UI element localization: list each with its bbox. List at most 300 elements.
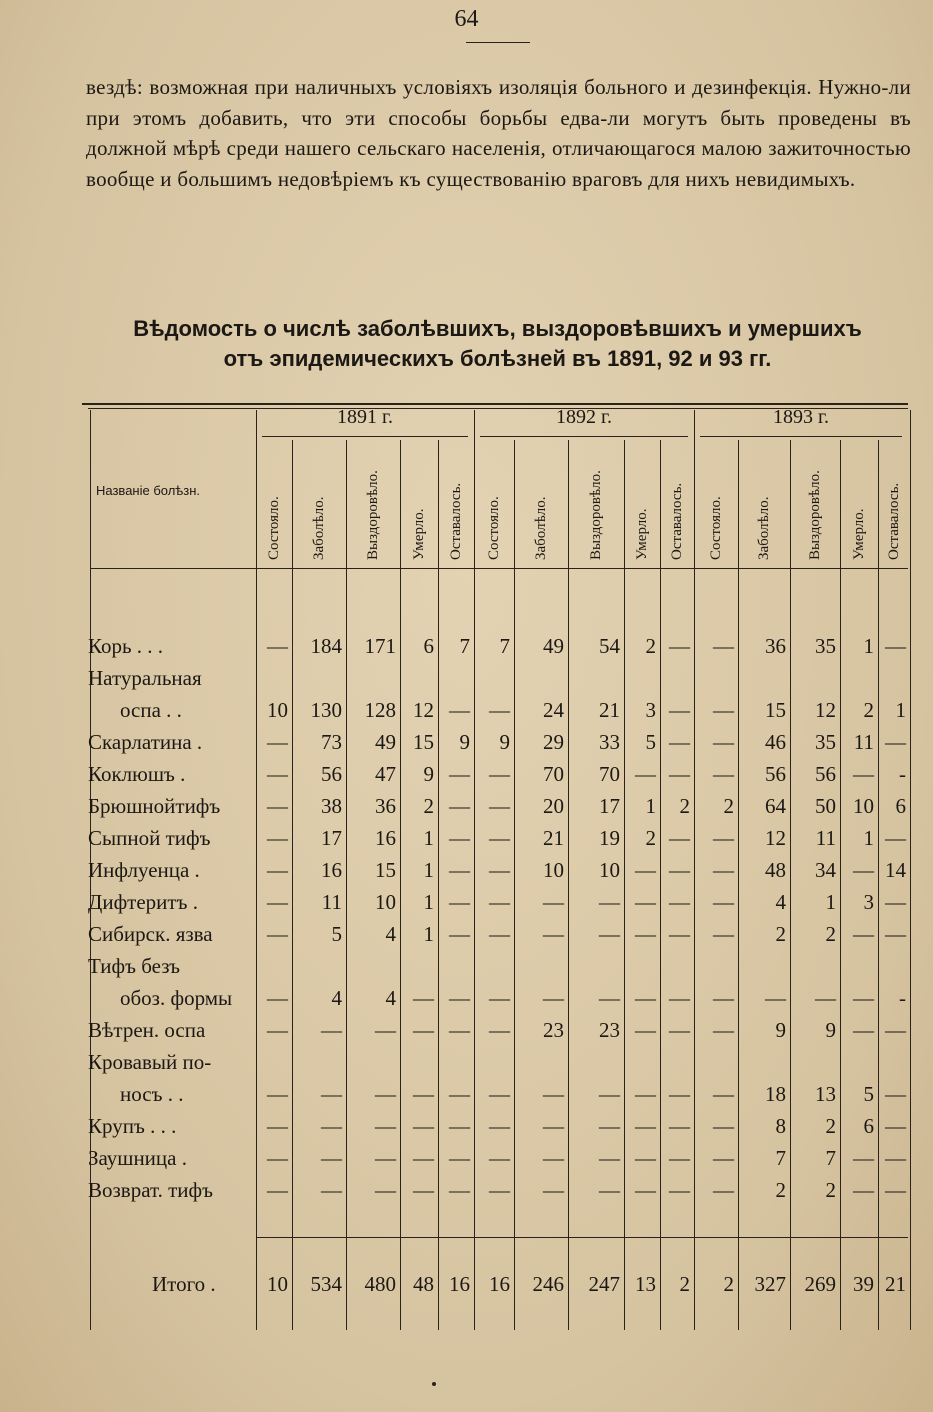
table-cell: —: [267, 730, 288, 754]
table-cell: —: [635, 1146, 656, 1170]
table-cell: —: [885, 1146, 906, 1170]
table-cell: —: [853, 986, 874, 1010]
table-cell: 1: [645, 794, 656, 818]
table-cell: 4: [331, 986, 342, 1010]
table-cell: —: [449, 1018, 470, 1042]
table-cell: —: [543, 1082, 564, 1106]
table-cell: 12: [815, 698, 836, 722]
table-cell: —: [885, 890, 906, 914]
table-cell: 20: [543, 794, 564, 818]
table-cell: 11: [815, 826, 836, 850]
table-cell: —: [853, 858, 874, 882]
column-rule: [514, 440, 515, 1330]
table-cell: —: [669, 986, 690, 1010]
table-cell: —: [489, 986, 510, 1010]
table-cell: —: [489, 1082, 510, 1106]
table-cell: 64: [765, 794, 786, 818]
total-cell: 16: [489, 1272, 510, 1296]
table-cell: 17: [599, 794, 620, 818]
table-cell: 46: [765, 730, 786, 754]
table-cell: —: [321, 1018, 342, 1042]
total-cell: 247: [588, 1272, 620, 1296]
table-cell: 34: [815, 858, 836, 882]
disease-name: Кровавый по-: [88, 1050, 212, 1074]
table-cell: 16: [321, 858, 342, 882]
table-cell: —: [413, 1114, 434, 1138]
table-cell: 10: [599, 858, 620, 882]
table-cell: 17: [321, 826, 342, 850]
table-cell: 11: [321, 890, 342, 914]
table-cell: 184: [310, 634, 342, 658]
table-cell: 7: [825, 1146, 836, 1170]
table-cell: 130: [310, 698, 342, 722]
table-cell: 38: [321, 794, 342, 818]
disease-name: Брюшнойтифъ: [88, 794, 221, 818]
table-cell: —: [267, 794, 288, 818]
table-cell: —: [321, 1082, 342, 1106]
table-cell: —: [449, 698, 470, 722]
table-cell: —: [599, 922, 620, 946]
table-cell: —: [267, 1114, 288, 1138]
table-cell: —: [669, 1114, 690, 1138]
column-header-label: Состояло.: [708, 496, 724, 560]
table-cell: —: [449, 826, 470, 850]
table-cell: 7: [499, 634, 510, 658]
table-cell: 15: [765, 698, 786, 722]
table-cell: 2: [775, 1178, 786, 1202]
total-cell: 2: [723, 1272, 734, 1296]
table-cell: —: [413, 1178, 434, 1202]
table-cell: 2: [863, 698, 874, 722]
disease-name: Сибирск. язва: [88, 922, 213, 946]
table-cell: 15: [413, 730, 434, 754]
table-cell: 16: [375, 826, 396, 850]
table-cell: —: [375, 1178, 396, 1202]
table-cell: —: [449, 858, 470, 882]
table-cell: —: [713, 1178, 734, 1202]
table-cell: 5: [645, 730, 656, 754]
disease-name: Инфлуенца .: [88, 858, 200, 882]
table-cell: —: [489, 698, 510, 722]
table-cell: —: [885, 922, 906, 946]
table-cell: —: [321, 1178, 342, 1202]
table-cell: —: [635, 1178, 656, 1202]
table-cell: 2: [825, 922, 836, 946]
column-header-label: Состояло.: [486, 496, 502, 560]
disease-name: Сыпной тифъ: [88, 826, 211, 850]
table-cell: 49: [375, 730, 396, 754]
table-cell: —: [543, 890, 564, 914]
table-cell: —: [853, 1178, 874, 1202]
table-cell: —: [635, 986, 656, 1010]
column-rule: [346, 440, 347, 1330]
table-cell: —: [713, 730, 734, 754]
disease-name: обоз. формы: [120, 986, 233, 1010]
table-cell: 73: [321, 730, 342, 754]
total-cell: 2: [679, 1272, 690, 1296]
table-cell: —: [669, 922, 690, 946]
table-cell: —: [885, 1114, 906, 1138]
year-underline-3: [700, 436, 902, 437]
column-header-label: Выздоровѣло.: [807, 470, 823, 560]
table-cell: —: [449, 794, 470, 818]
table-cell: —: [489, 1018, 510, 1042]
total-cell: 480: [364, 1272, 396, 1296]
table-cell: —: [713, 762, 734, 786]
table-cell: —: [413, 1082, 434, 1106]
table-cell: —: [815, 986, 836, 1010]
table-cell: —: [635, 1082, 656, 1106]
table-cell: 15: [375, 858, 396, 882]
table-cell: —: [853, 1018, 874, 1042]
table-cell: —: [853, 762, 874, 786]
table-cell: 48: [765, 858, 786, 882]
table-cell: —: [267, 1018, 288, 1042]
table-cell: 2: [723, 794, 734, 818]
table-cell: 5: [863, 1082, 874, 1106]
table-cell: —: [713, 826, 734, 850]
table-cell: 1: [423, 890, 434, 914]
disease-name: Корь . . .: [88, 634, 164, 658]
table-cell: —: [413, 986, 434, 1010]
table-cell: 3: [863, 890, 874, 914]
table-cell: 1: [863, 826, 874, 850]
table-cell: 2: [775, 922, 786, 946]
year-header-1: 1891 г.: [337, 406, 393, 428]
table-cell: —: [713, 858, 734, 882]
table-cell: —: [599, 986, 620, 1010]
table-cell: —: [599, 1082, 620, 1106]
table-cell: —: [375, 1114, 396, 1138]
table-cell: —: [543, 1146, 564, 1170]
table-cell: 56: [765, 762, 786, 786]
table-cell: 47: [375, 762, 396, 786]
table-cell: 50: [815, 794, 836, 818]
disease-name: Возврат. тифъ: [88, 1178, 213, 1202]
table-cell: —: [669, 698, 690, 722]
year-underline-2: [480, 436, 688, 437]
column-header-label: Состояло.: [266, 496, 282, 560]
table-cell: —: [375, 1146, 396, 1170]
table-cell: 7: [459, 634, 470, 658]
table-cell: -: [899, 762, 906, 786]
column-rule: [910, 410, 911, 1330]
disease-name: Коклюшъ .: [88, 762, 186, 786]
column-header-label: Заболѣло.: [756, 496, 772, 560]
year-header-2: 1892 г.: [556, 406, 612, 428]
table-cell: 1: [825, 890, 836, 914]
column-rule: [400, 440, 401, 1330]
table-cell: 9: [825, 1018, 836, 1042]
table-cell: —: [765, 986, 786, 1010]
total-cell: 13: [635, 1272, 656, 1296]
total-top-rule: [256, 1237, 908, 1238]
column-header-label: Выздоровѣло.: [588, 470, 604, 560]
table-cell: —: [449, 1114, 470, 1138]
ink-dot: [432, 1382, 436, 1386]
table-cell: —: [489, 922, 510, 946]
body-paragraph: вездѣ: возможная при наличныхъ условіяхъ изоляція больного и дезинфекція. Нужно-ли при этомъ добавить, что эти способы борьбы едва-ли могутъ быть проведены въ должной мѣрѣ среди нашего сельскаго населенія, отличающагося малою зажиточностью вообще и большимъ недовѣріемъ къ существованію враговъ для нихъ невидимыхъ.: [86, 75, 911, 191]
year-underline-1: [262, 436, 468, 437]
table-cell: —: [267, 1178, 288, 1202]
table-cell: —: [267, 922, 288, 946]
table-title: [80, 314, 915, 374]
table-cell: —: [713, 890, 734, 914]
table-cell: 12: [765, 826, 786, 850]
table-cell: —: [713, 698, 734, 722]
disease-name: Натуральная: [88, 666, 202, 690]
table-cell: —: [449, 1146, 470, 1170]
table-cell: 21: [543, 826, 564, 850]
table-cell: —: [489, 1114, 510, 1138]
column-rule: [660, 440, 661, 1330]
table-cell: —: [713, 634, 734, 658]
table-cell: —: [885, 1178, 906, 1202]
table-cell: —: [267, 1082, 288, 1106]
table-cell: —: [543, 986, 564, 1010]
table-cell: 6: [423, 634, 434, 658]
table-cell: —: [713, 986, 734, 1010]
table-cell: 13: [815, 1082, 836, 1106]
table-cell: —: [669, 762, 690, 786]
table-cell: —: [413, 1018, 434, 1042]
table-cell: 36: [375, 794, 396, 818]
page-number: 64: [454, 6, 479, 32]
table-cell: 11: [853, 730, 874, 754]
table-cell: —: [489, 890, 510, 914]
table-cell: 1: [423, 858, 434, 882]
table-cell: 36: [765, 634, 786, 658]
year-header-3: 1893 г.: [773, 406, 829, 428]
table-cell: —: [489, 1146, 510, 1170]
table-cell: —: [599, 1114, 620, 1138]
column-rule: [568, 440, 569, 1330]
table-cell: —: [267, 890, 288, 914]
table-cell: 54: [599, 634, 620, 658]
table-cell: 49: [543, 634, 564, 658]
table-cell: 19: [599, 826, 620, 850]
disease-name: носъ . .: [120, 1082, 184, 1106]
table-cell: —: [267, 762, 288, 786]
table-cell: —: [669, 730, 690, 754]
column-header-label: Умерло.: [634, 508, 650, 560]
table-cell: 1: [423, 826, 434, 850]
table-cell: 4: [385, 986, 396, 1010]
table-cell: —: [635, 858, 656, 882]
table-cell: —: [885, 730, 906, 754]
total-cell: 48: [413, 1272, 434, 1296]
table-cell: 24: [543, 698, 564, 722]
table-cell: 9: [499, 730, 510, 754]
table-cell: —: [321, 1146, 342, 1170]
table-cell: 56: [321, 762, 342, 786]
column-rule: [790, 440, 791, 1330]
table-cell: —: [853, 1146, 874, 1170]
table-cell: —: [713, 1114, 734, 1138]
table-cell: —: [669, 634, 690, 658]
table-cell: 1: [895, 698, 906, 722]
table-cell: 70: [599, 762, 620, 786]
table-cell: 8: [775, 1114, 786, 1138]
table-cell: —: [853, 922, 874, 946]
column-rule: [840, 440, 841, 1330]
page-number-rule: [466, 42, 530, 43]
column-rule: [624, 440, 625, 1330]
disease-name: Вѣтрен. оспа: [88, 1018, 206, 1042]
table-cell: —: [267, 986, 288, 1010]
table-cell: —: [543, 1178, 564, 1202]
table-cell: —: [267, 1146, 288, 1170]
table-cell: —: [885, 634, 906, 658]
table-cell: —: [449, 890, 470, 914]
table-cell: —: [449, 1082, 470, 1106]
table-cell: —: [669, 1146, 690, 1170]
table-cell: 14: [885, 858, 906, 882]
name-column-header: Названіе болѣзн.: [96, 483, 201, 498]
table-cell: 4: [775, 890, 786, 914]
table-cell: 35: [815, 730, 836, 754]
column-header-label: Выздоровѣло.: [365, 470, 381, 560]
total-cell: 327: [754, 1272, 786, 1296]
table-cell: 23: [543, 1018, 564, 1042]
table-cell: 2: [825, 1178, 836, 1202]
column-rule: [878, 440, 879, 1330]
table-cell: 2: [645, 634, 656, 658]
column-rule: [438, 440, 439, 1330]
total-cell: 16: [449, 1272, 470, 1296]
column-rule: [256, 410, 257, 1330]
table-cell: —: [599, 890, 620, 914]
table-cell: —: [885, 826, 906, 850]
table-cell: —: [713, 1082, 734, 1106]
table-cell: 6: [895, 794, 906, 818]
table-cell: 70: [543, 762, 564, 786]
table-cell: 2: [679, 794, 690, 818]
total-cell: 246: [532, 1272, 564, 1296]
table-cell: 21: [599, 698, 620, 722]
table-cell: 33: [599, 730, 620, 754]
table-cell: 10: [853, 794, 874, 818]
table-cell: 1: [423, 922, 434, 946]
table-cell: —: [489, 858, 510, 882]
table-cell: 5: [331, 922, 342, 946]
table-cell: —: [635, 922, 656, 946]
header-bottom-rule: [90, 568, 908, 569]
table-cell: —: [267, 858, 288, 882]
column-rule: [474, 410, 475, 1330]
table-cell: —: [885, 1082, 906, 1106]
table-cell: 29: [543, 730, 564, 754]
table-title-line-1: Вѣдомость о числѣ заболѣвшихъ, выздоровѣвшихъ и умершихъ: [133, 316, 862, 341]
table-cell: —: [669, 1178, 690, 1202]
column-header-label: Оставалось.: [669, 482, 685, 560]
table-cell: 35: [815, 634, 836, 658]
table-cell: —: [885, 1018, 906, 1042]
column-header-label: Заболѣло.: [533, 496, 549, 560]
disease-name: Заушница .: [88, 1146, 187, 1170]
total-cell: 534: [310, 1272, 342, 1296]
table-cell: —: [635, 890, 656, 914]
table-cell: 6: [863, 1114, 874, 1138]
table-cell: —: [713, 922, 734, 946]
table-cell: 128: [364, 698, 396, 722]
total-cell: 269: [804, 1272, 836, 1296]
table-cell: 9: [775, 1018, 786, 1042]
column-header-label: Заболѣло.: [311, 496, 327, 560]
table-cell: —: [489, 1178, 510, 1202]
total-cell: 10: [267, 1272, 288, 1296]
table-cell: 7: [775, 1146, 786, 1170]
column-header-label: Оставалось.: [448, 482, 464, 560]
table-cell: 9: [423, 762, 434, 786]
table-cell: —: [449, 986, 470, 1010]
table-cell: —: [321, 1114, 342, 1138]
table-cell: 56: [815, 762, 836, 786]
table-cell: —: [669, 890, 690, 914]
table-cell: 10: [375, 890, 396, 914]
table-top-rule: [82, 403, 908, 405]
table-cell: —: [543, 1114, 564, 1138]
table-cell: —: [713, 1146, 734, 1170]
disease-name: Тифъ безъ: [88, 954, 181, 978]
table-cell: 12: [413, 698, 434, 722]
table-cell: —: [635, 1018, 656, 1042]
column-rule: [292, 440, 293, 1330]
table-title-line-2: отъ эпидемическихъ болѣзней въ 1891, 92 и 93 гг.: [223, 346, 772, 371]
table-cell: -: [899, 986, 906, 1010]
total-cell: 21: [885, 1272, 906, 1296]
column-rule: [694, 410, 695, 1330]
table-cell: —: [489, 826, 510, 850]
table-cell: —: [635, 1114, 656, 1138]
table-cell: —: [669, 826, 690, 850]
table-cell: 23: [599, 1018, 620, 1042]
table-cell: —: [375, 1082, 396, 1106]
table-cell: —: [543, 922, 564, 946]
disease-name: Скарлатина .: [88, 730, 203, 754]
disease-name: оспа . .: [120, 698, 182, 722]
table-cell: —: [635, 762, 656, 786]
table-cell: —: [449, 762, 470, 786]
column-rule: [738, 440, 739, 1330]
table-cell: —: [267, 826, 288, 850]
disease-name: Дифтеритъ .: [88, 890, 198, 914]
table-cell: 2: [423, 794, 434, 818]
table-cell: —: [489, 794, 510, 818]
table-cell: 171: [364, 634, 396, 658]
table-cell: —: [449, 922, 470, 946]
table-cell: —: [669, 858, 690, 882]
column-header-label: Умерло.: [411, 508, 427, 560]
total-cell: 39: [853, 1272, 874, 1296]
table-cell: 10: [267, 698, 288, 722]
table-cell: —: [599, 1146, 620, 1170]
table-cell: —: [489, 762, 510, 786]
table-cell: 2: [645, 826, 656, 850]
table-cell: —: [267, 634, 288, 658]
table-cell: 10: [543, 858, 564, 882]
disease-name: Крупъ . . .: [88, 1114, 177, 1138]
column-header-label: Умерло.: [851, 508, 867, 560]
column-header-label: Оставалось.: [886, 482, 902, 560]
table-cell: —: [375, 1018, 396, 1042]
table-cell: —: [669, 1018, 690, 1042]
table-cell: 3: [645, 698, 656, 722]
table-cell: 9: [459, 730, 470, 754]
table-cell: —: [599, 1178, 620, 1202]
table-cell: —: [669, 1082, 690, 1106]
table-cell: 1: [863, 634, 874, 658]
